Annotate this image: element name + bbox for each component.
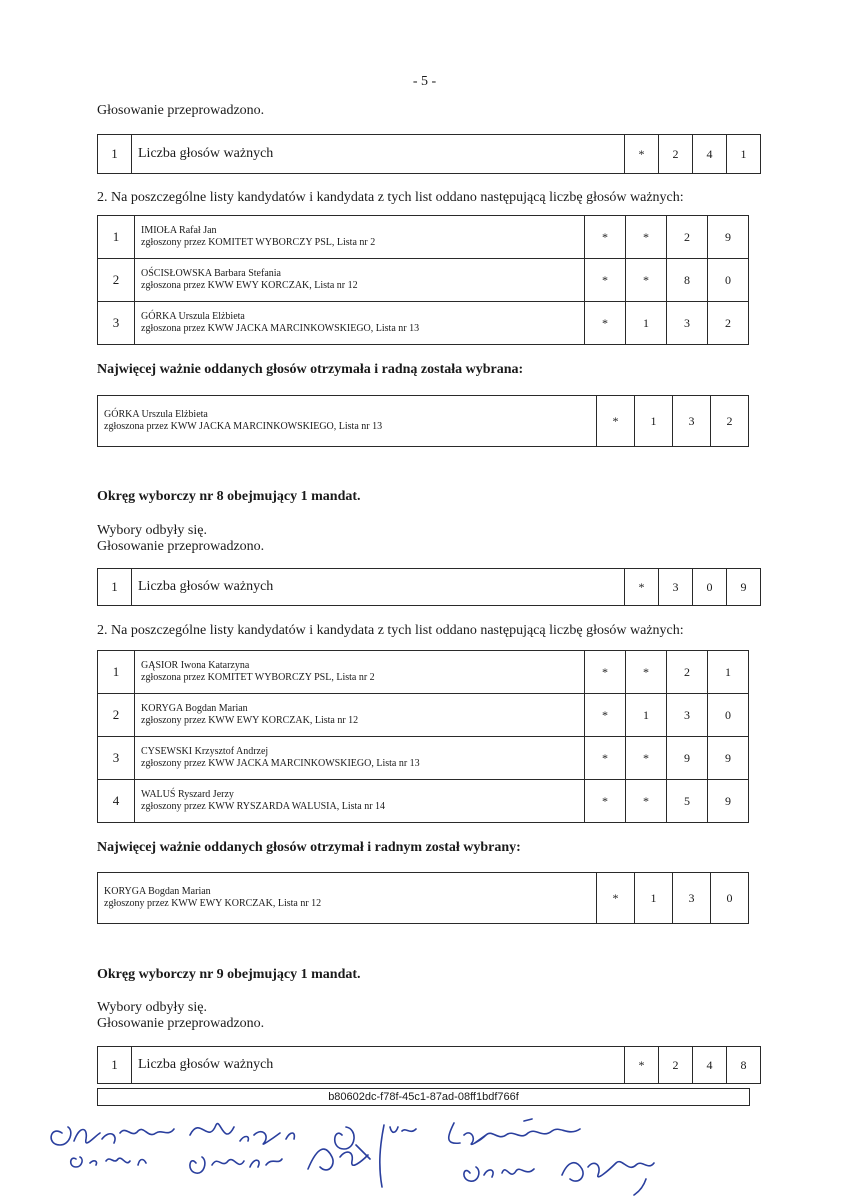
digit-cell: 9 [708,780,749,823]
winner-heading: Najwięcej ważnie oddanych głosów otrzymał i radnym został wybrany: [97,840,521,855]
digit-cell: * [625,1047,659,1084]
candidate-name: CYSEWSKI Krzysztof Andrzej [141,746,269,757]
digit-cell: 9 [708,216,749,259]
digit-cell: 9 [667,737,708,780]
row-number: 1 [98,1047,132,1084]
table-row [98,694,749,737]
signature-mark [562,1162,654,1195]
signatures-area [40,1105,680,1197]
candidate-committee: zgłoszony przez KWW EWY KORCZAK, Lista nr 12 [141,715,359,726]
candidate-number: 3 [98,737,135,780]
digit-cell: * [585,780,626,823]
winner-name: KORYGA Bogdan Marian [104,886,211,897]
candidate-committee: zgłoszona przez KWW JACKA MARCINKOWSKIEGO, Lista nr 13 [141,323,420,334]
row-number: 1 [98,569,132,606]
digit-cell: 1 [626,694,667,737]
candidate-name: IMIOŁA Rafał Jan [141,225,217,236]
candidate-number: 3 [98,302,135,345]
candidate-cell [135,259,585,302]
winner-table [97,395,749,447]
digit-cell: 4 [693,1047,727,1084]
valid-votes-label: Liczba głosów ważnych [132,1047,625,1084]
signature-mark [190,1124,294,1144]
district-heading: Okręg wyborczy nr 9 obejmujący 1 mandat. [97,967,361,982]
valid-votes-label: Liczba głosów ważnych [132,135,625,174]
digit-cell: 0 [708,259,749,302]
digit-cell: 3 [673,873,711,924]
candidate-name: KORYGA Bogdan Marian [141,703,248,714]
digit-cell: 3 [673,396,711,447]
elections-held-text: Wybory odbyły się. [97,1000,207,1015]
table-row [98,216,749,259]
valid-votes-table [97,568,761,606]
digit-cell: 9 [708,737,749,780]
signature-mark [71,1157,146,1167]
digit-cell: 3 [659,569,693,606]
voting-done-text: Głosowanie przeprowadzono. [97,103,265,118]
digit-cell: 8 [667,259,708,302]
digit-cell: * [585,694,626,737]
table-row [98,302,749,345]
digit-cell: 1 [635,873,673,924]
candidate-cell [135,780,585,823]
digit-cell: 8 [727,1047,761,1084]
candidate-committee: zgłoszona przez KOMITET WYBORCZY PSL, Lista nr 2 [141,672,375,683]
page-number: - 5 - [412,74,437,89]
valid-votes-label: Liczba głosów ważnych [132,569,625,606]
digit-cell: * [585,259,626,302]
digit-cell: * [626,216,667,259]
digit-cell: * [585,651,626,694]
digit-cell: 2 [667,216,708,259]
digit-cell: 5 [667,780,708,823]
signature-mark [464,1167,534,1181]
digit-cell: 3 [667,694,708,737]
lists-intro-text: 2. Na poszczególne listy kandydatów i kandydata z tych list oddano następującą liczbę głosów ważnych: [97,623,684,638]
candidate-committee: zgłoszona przez KWW EWY KORCZAK, Lista nr 12 [141,280,358,291]
signature-mark [335,1125,416,1187]
candidate-committee: zgłoszony przez KOMITET WYBORCZY PSL, Lista nr 2 [141,237,376,248]
winner-committee: zgłoszona przez KWW JACKA MARCINKOWSKIEGO, Lista nr 13 [104,421,383,432]
digit-cell: 3 [667,302,708,345]
digit-cell: 2 [711,396,749,447]
digit-cell: 0 [711,873,749,924]
candidate-cell [135,694,585,737]
voting-done-text: Głosowanie przeprowadzono. [97,1016,265,1031]
digit-cell: 0 [708,694,749,737]
voting-done-text: Głosowanie przeprowadzono. [97,539,265,554]
elections-held-text: Wybory odbyły się. [97,523,207,538]
digit-cell: * [585,216,626,259]
digit-cell: * [626,651,667,694]
winner-table [97,872,749,924]
digit-cell: 1 [635,396,673,447]
winner-heading: Najwięcej ważnie oddanych głosów otrzymała i radną została wybrana: [97,362,524,377]
district-heading: Okręg wyborczy nr 8 obejmujący 1 mandat. [97,489,361,504]
digit-cell: 0 [693,569,727,606]
lists-intro-text: 2. Na poszczególne listy kandydatów i kandydata z tych list oddano następującą liczbę głosów ważnych: [97,190,684,205]
digit-cell: * [585,737,626,780]
digit-cell: 2 [708,302,749,345]
winner-committee: zgłoszony przez KWW EWY KORCZAK, Lista nr 12 [104,898,322,909]
document-hash: b80602dc-f78f-45c1-87ad-08ff1bdf766f [97,1088,750,1106]
candidates-table [97,650,749,823]
digit-cell: * [625,135,659,174]
valid-votes-table [97,1046,761,1084]
digit-cell: 2 [659,135,693,174]
candidate-number: 4 [98,780,135,823]
digit-cell: * [597,396,635,447]
candidate-number: 1 [98,216,135,259]
candidate-cell [135,651,585,694]
table-row [98,259,749,302]
candidate-number: 1 [98,651,135,694]
winner-cell [98,873,597,924]
winner-name: GÓRKA Urszula Elżbieta [104,409,208,420]
candidate-cell [135,216,585,259]
row-number: 1 [98,135,132,174]
candidate-name: GĄSIOR Iwona Katarzyna [141,660,250,671]
digit-cell: 4 [693,135,727,174]
digit-cell: 1 [727,135,761,174]
digit-cell: 2 [667,651,708,694]
table-row [98,737,749,780]
digit-cell: * [626,259,667,302]
digit-cell: * [626,780,667,823]
digit-cell: 1 [626,302,667,345]
candidate-name: OŚCISŁOWSKA Barbara Stefania [141,268,281,279]
candidate-number: 2 [98,694,135,737]
digit-cell: 9 [727,569,761,606]
candidate-cell [135,302,585,345]
candidate-number: 2 [98,259,135,302]
signature-mark [51,1127,174,1145]
digit-cell: * [597,873,635,924]
candidate-committee: zgłoszony przez KWW RYSZARDA WALUSIA, Lista nr 14 [141,801,386,812]
digit-cell: * [625,569,659,606]
signature-mark [190,1157,282,1173]
winner-cell [98,396,597,447]
candidates-table [97,215,749,345]
table-row [98,780,749,823]
digit-cell: 2 [659,1047,693,1084]
table-row [98,651,749,694]
signature-mark [449,1119,580,1144]
valid-votes-table [97,134,761,174]
digit-cell: 1 [708,651,749,694]
candidate-name: GÓRKA Urszula Elżbieta [141,311,245,322]
digit-cell: * [585,302,626,345]
digit-cell: * [626,737,667,780]
candidate-cell [135,737,585,780]
candidate-committee: zgłoszony przez KWW JACKA MARCINKOWSKIEGO, Lista nr 13 [141,758,420,769]
candidate-name: WALUŚ Ryszard Jerzy [141,789,234,800]
signature-mark [308,1149,368,1170]
